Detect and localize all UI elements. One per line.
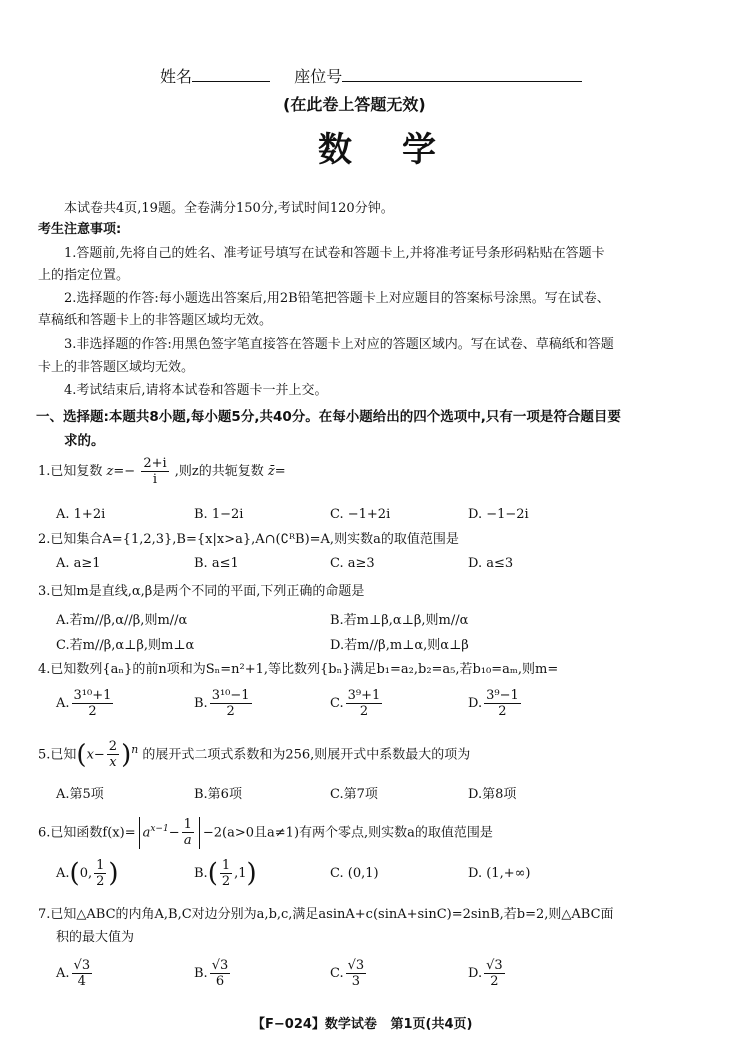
q6-option-b: B.( $\frac{1}{2}$ ,1) — [194, 858, 257, 889]
section-header-cont: 求的。 — [64, 433, 105, 449]
q6-option-c: C. (0,1) — [330, 866, 379, 881]
q7-option-a: A. $\frac{√3}{4}$ — [56, 958, 91, 989]
question-1-stem: 1.已知复数 z=− $\frac{2+i}{i}$ ,则z的共轭复数 z̄= — [38, 456, 286, 487]
fraction: $\frac{2+i}{i}$ — [143, 456, 167, 487]
seat-label: 座位号 — [294, 67, 343, 86]
question-5-stem: 5.已知(x− $\frac{2}{x}$ )$^n$ 的展开式二项式系数和为256,则展开式中系数最大的项为 — [38, 739, 471, 771]
q1-option-a: A. 1+2i — [56, 507, 106, 522]
q7-option-b: B. $\frac{√3}{6}$ — [194, 958, 229, 989]
q1-option-c: C. −1+2i — [330, 507, 391, 522]
no-answer-notice: (在此卷上答题无效) — [283, 95, 426, 114]
q4-option-b: B. $\frac{\text{3¹⁰−1}}{2}$ — [194, 688, 250, 719]
q7-option-d: D. $\frac{√3}{2}$ — [468, 958, 503, 989]
note-line: 卡上的非答题区域均无效。 — [38, 360, 195, 375]
header-fields — [160, 64, 582, 87]
intro-text: 本试卷共4页,19题。全卷满分150分,考试时间120分钟。 — [64, 201, 394, 216]
notes-title: 考生注意事项: — [38, 222, 122, 237]
question-6-stem: 6.已知函数$f(x)= a^{x-1}-$ $\frac{1}{a}$ −2(a>0且a≠1)有两个零点,则实数a的取值范围是 — [38, 817, 493, 849]
question-4-stem: 4.已知数列{aₙ}的前n项和为Sₙ=n²+1,等比数列{bₙ}满足b₁=a₂,b₂=a₅,若b₁₀=aₘ,则m= — [38, 662, 559, 677]
q7-option-c: C. $\frac{√3}{3}$ — [330, 958, 365, 989]
note-line: 3.非选择题的作答:用黑色签字笔直接答在答题卡上对应的答题区域内。写在试卷、草稿纸和答题 — [64, 337, 614, 352]
q3-option-d: D.若m//β,m⊥α,则α⊥β — [330, 638, 469, 653]
section-header: 一、选择题:本题共8小题,每小题5分,共40分。在每小题给出的四个选项中,只有一项是符合题目要 — [36, 409, 621, 425]
note-line: 2.选择题的作答:每小题选出答案后,用2B铅笔把答题卡上对应题目的答案标号涂黑。写在试卷、 — [64, 291, 610, 306]
q6-option-d: D. (1,+∞) — [468, 866, 531, 881]
q2-option-a: A. a≥1 — [56, 556, 101, 571]
q1-option-d: D. −1−2i — [468, 507, 529, 522]
question-7-stem-cont: 积的最大值为 — [56, 930, 135, 945]
question-7-stem: 7.已知△ABC的内角A,B,C对边分别为a,b,c,满足asinA+c(sinA+sinC)=2sinB,若b=2,则△ABC面 — [38, 907, 614, 922]
q3-option-a: A.若m//β,α//β,则m//α — [56, 613, 188, 628]
page-title: 数学 — [318, 130, 486, 170]
name-label: 姓名 — [160, 67, 193, 86]
q4-option-a: A. $\frac{\text{3¹⁰+1}}{2}$ — [56, 688, 112, 719]
q5-option-a: A.第5项 — [56, 787, 104, 802]
question-3-stem: 3.已知m是直线,α,β是两个不同的平面,下列正确的命题是 — [38, 584, 365, 599]
q2-option-d: D. a≤3 — [468, 556, 514, 571]
q2-option-b: B. a≤1 — [194, 556, 239, 571]
note-line: 草稿纸和答题卡上的非答题区域均无效。 — [38, 313, 273, 328]
q5-option-c: C.第7项 — [330, 787, 378, 802]
q1-option-b: B. 1−2i — [194, 507, 244, 522]
q4-option-c: C. $\frac{\text{3⁹+1}}{2}$ — [330, 688, 381, 719]
seat-line — [342, 66, 582, 82]
q5-option-b: B.第6项 — [194, 787, 242, 802]
name-line — [192, 66, 270, 82]
q3-option-c: C.若m//β,α⊥β,则m⊥α — [56, 638, 195, 653]
q4-option-d: D. $\frac{\text{3⁹−1}}{2}$ — [468, 688, 519, 719]
q5-option-d: D.第8项 — [468, 787, 517, 802]
q6-option-a: A.(0, $\frac{1}{2}$ ) — [56, 858, 119, 889]
note-line: 4.考试结束后,请将本试卷和答题卡一并上交。 — [64, 383, 328, 398]
question-2-stem: 2.已知集合A={1,2,3},B={x|x>a},A∩(∁ᴿB)=A,则实数a的取值范围是 — [38, 532, 459, 547]
note-line: 上的指定位置。 — [38, 268, 130, 283]
q2-option-c: C. a≥3 — [330, 556, 375, 571]
page-footer: 【F−024】数学试卷 第1页(共4页) — [252, 1017, 473, 1032]
q3-option-b: B.若m⊥β,α⊥β,则m//α — [330, 613, 469, 628]
note-line: 1.答题前,先将自己的姓名、准考证号填写在试卷和答题卡上,并将准考证号条形码粘贴在答题卡 — [64, 246, 605, 261]
